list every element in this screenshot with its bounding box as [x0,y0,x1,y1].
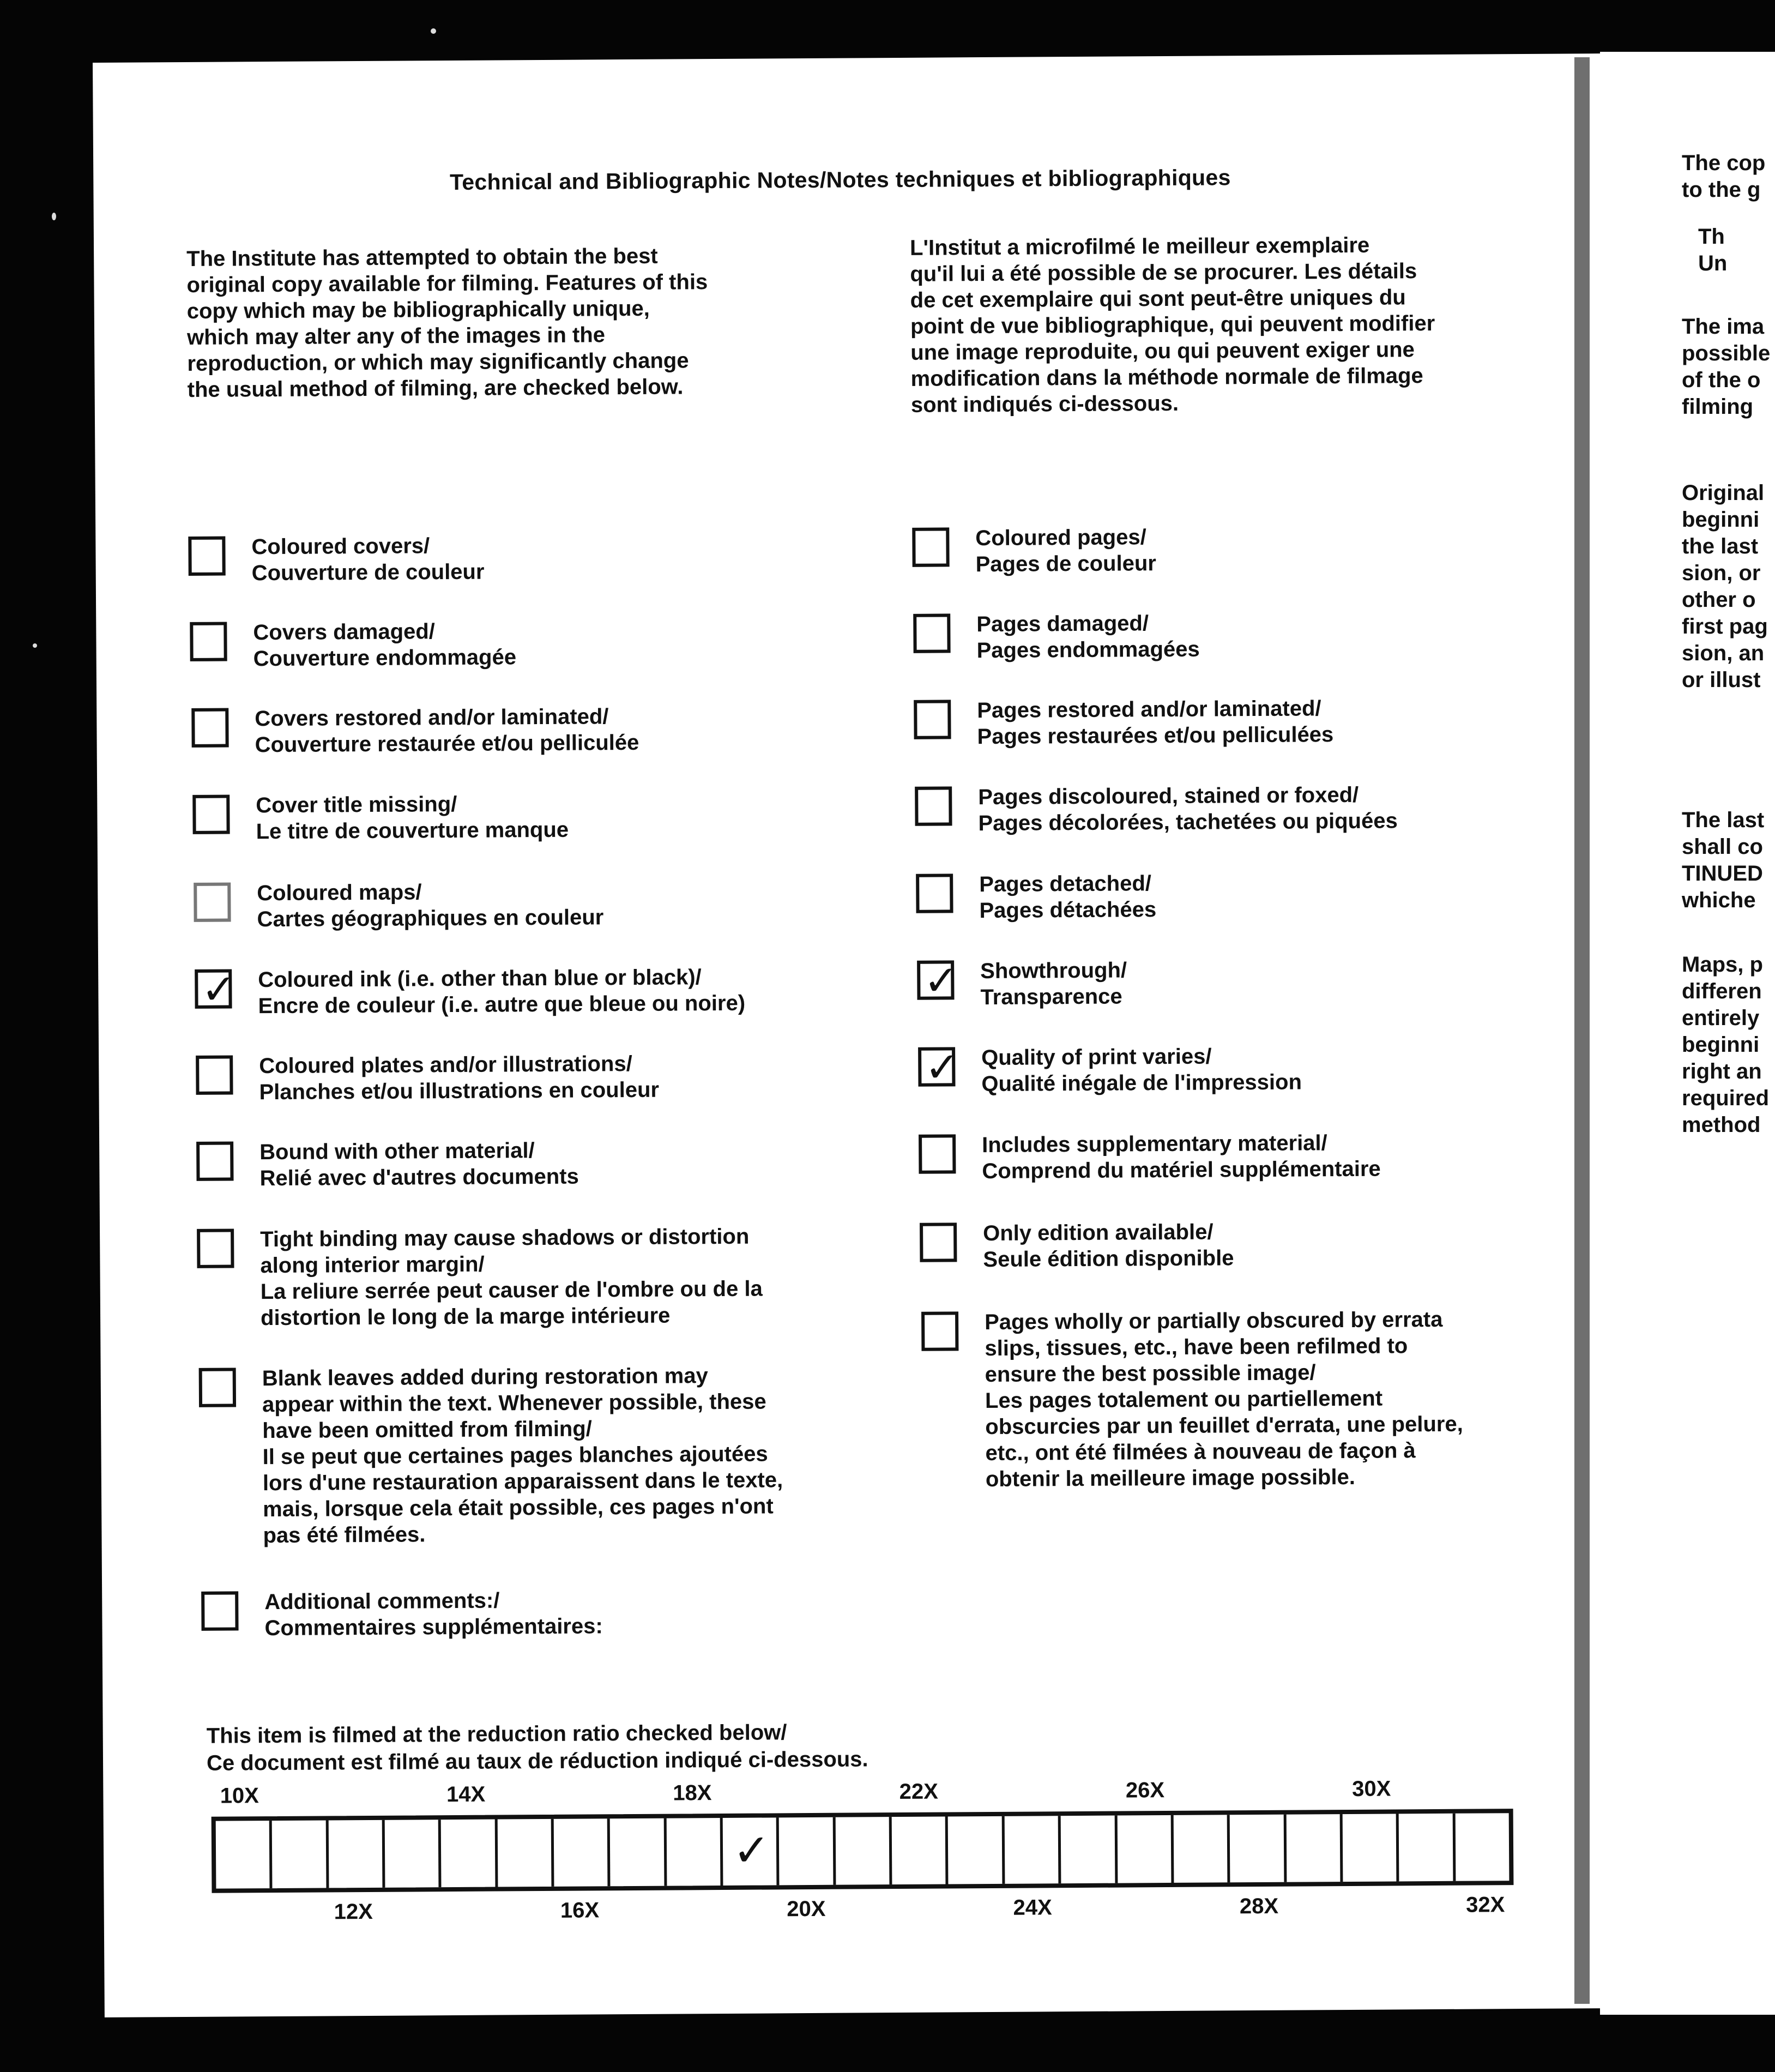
checklist-label-line: Planches et/ou illustrations en couleur [259,1077,660,1105]
checkbox[interactable] [914,700,951,739]
checklist-label [259,1051,659,1105]
ratio-caption-fr: Ce document est filmé au taux de réduction indiqué ci-dessous. [206,1747,868,1775]
adjacent-text-line: shall co [1682,835,1763,859]
checklist-label-line: Cover title missing/ [256,792,457,818]
checklist-label [977,695,1333,750]
checklist-label-line: Le titre de couverture manque [256,817,569,844]
checklist-label-line: Pages detached/ [979,871,1152,897]
checklist-label [976,610,1200,664]
ratio-cell[interactable] [1061,1816,1118,1884]
checklist-label-line: distortion le long de la marge intérieure [260,1303,671,1330]
checkbox[interactable] [195,966,237,1013]
adjacent-text-line: sion, or [1682,561,1761,585]
checklist-label-line: Bound with other material/ [259,1139,535,1165]
checklist-label-line: Coloured plates and/or illustrations/ [259,1051,632,1079]
ratio-label-top: 30X [1352,1776,1391,1801]
ratio-cell[interactable] [948,1816,1005,1884]
adjacent-text-line: right an [1682,1059,1762,1083]
checklist-label-line: Pages endommagées [976,637,1200,663]
ratio-cell[interactable] [554,1818,611,1887]
checklist-label-line: Les pages totalement ou partiellement [985,1386,1383,1413]
checklist-label-line: Pages détachées [979,898,1157,923]
adjacent-text-line: Maps, p [1682,953,1763,977]
checkbox[interactable] [919,1134,956,1173]
checklist-label [262,1362,783,1549]
reduction-ratio-caption [207,1718,868,1776]
adjacent-text-line: whiche [1682,888,1756,912]
adjacent-text-line: Th [1698,225,1725,249]
intro-line: copy which may be bibliographically unique, [186,296,650,323]
checklist-label-line: Il se peut que certaines pages blanches ajoutées [262,1442,768,1469]
checklist-label [978,781,1398,836]
checkbox[interactable] [197,1228,234,1268]
checklist-label [985,1306,1463,1492]
intro-line: L'Institut a microfilmé le meilleur exemplaire [909,233,1370,260]
page-title: Technical and Bibliographic Notes/Notes techniques et bibliographiques [449,165,1231,195]
adjacent-para-3 [1682,314,1770,420]
adjacent-text-line: possible [1682,341,1771,365]
checklist-label-line: Couverture de couleur [251,559,485,586]
ratio-cell[interactable] [1117,1815,1174,1883]
adjacent-text-line: sion, an [1682,641,1765,665]
checklist-label-line: Pages décolorées, tachetées ou piquées [978,809,1398,836]
ratio-cell[interactable] [666,1818,723,1886]
adjacent-text-line: method [1682,1113,1761,1137]
adjacent-text-line: The cop [1682,151,1766,175]
adjacent-text-line: Original [1682,481,1765,505]
checklist-label-line: mais, lorsque cela était possible, ces pages n'ont [263,1494,774,1522]
checkbox[interactable] [920,1222,957,1262]
dust-speck [431,28,436,34]
notes-page [93,53,1620,2017]
checklist-label-line: Showthrough/ [980,958,1127,984]
checklist-label-line: Encre de couleur (i.e. autre que bleue ou noire) [258,991,746,1019]
adjacent-text-line: filming [1682,395,1754,419]
checklist-label-line: Comprend du matériel supplémentaire [982,1157,1381,1184]
checklist-label-line: Covers restored and/or laminated/ [255,704,609,731]
checklist-label-line: Blank leaves added during restoration may [262,1364,708,1391]
checklist-label [981,1043,1302,1097]
checklist-label-line: Pages de couleur [975,551,1157,577]
ratio-label-top: 26X [1125,1778,1165,1803]
checklist-label-line: La reliure serrée peut causer de l'ombre ou de la [260,1276,763,1304]
checklist-label [260,1224,763,1332]
checkbox[interactable] [913,613,950,653]
checkbox[interactable] [190,622,227,661]
ratio-cell[interactable] [328,1820,385,1888]
adjacent-text-line: differen [1682,979,1762,1003]
ratio-cell[interactable] [216,1821,273,1889]
checklist-label [264,1587,603,1641]
intro-english [186,243,708,403]
checklist-label-line: Coloured ink (i.e. other than blue or black)/ [258,965,702,992]
intro-line: reproduction, or which may significantly change [187,348,689,376]
intro-line: The Institute has attempted to obtain the best [186,244,658,271]
adjacent-para-1 [1682,150,1765,203]
checkmark-icon: ✓ [732,1826,771,1876]
ratio-label-bottom: 28X [1239,1894,1279,1919]
checkbox[interactable] [196,1055,233,1094]
checklist-label-line: Couverture restaurée et/ou pelliculée [255,730,639,757]
dust-speck [33,643,37,648]
dust-speck [52,213,56,220]
ratio-cell[interactable] [835,1817,892,1885]
checkbox[interactable] [917,957,959,1004]
checkbox[interactable] [199,1368,236,1407]
checklist-label-line: along interior margin/ [260,1252,485,1278]
ratio-cell[interactable] [1286,1814,1343,1882]
adjacent-text-line: first pag [1682,615,1768,639]
ratio-cell[interactable] [385,1820,442,1888]
checkbox[interactable] [191,708,228,747]
checklist-label-line: Coloured maps/ [257,880,422,906]
checklist-label [979,870,1156,924]
ratio-label-top: 10X [220,1784,259,1808]
adjacent-text-line: TINUED [1682,862,1763,886]
checklist-label [259,1137,579,1192]
intro-line: qu'il lui a été possible de se procurer. Les détails [910,259,1417,286]
page-edge-shadow [1574,57,1590,2004]
adjacent-text-line: the last [1682,534,1759,558]
checklist-label-line: Transparence [980,984,1122,1010]
ratio-caption-en: This item is filmed at the reduction ratio checked below/ [206,1720,787,1748]
checkmark-icon: ✓ [201,966,237,1013]
checklist-label-line: Cartes géographiques en couleur [257,905,604,932]
adjacent-text-line: other o [1682,588,1756,612]
checklist-label-line: ensure the best possible image/ [985,1360,1316,1387]
checkbox[interactable] [921,1311,958,1351]
checklist-label [255,703,639,758]
checklist-label-line: Includes supplementary material/ [982,1131,1327,1158]
checklist-label-line: Coloured covers/ [251,534,430,559]
checklist-label-line: Seule édition disponible [983,1246,1234,1272]
ratio-label-bottom: 20X [787,1896,826,1922]
intro-line: de cet exemplaire qui sont peut-être uniques du [910,285,1406,312]
checklist-label-line: Pages damaged/ [976,611,1149,637]
adjacent-text-line: The last [1682,808,1765,832]
checklist-label [975,524,1156,577]
intro-line: modification dans la méthode normale de filmage [910,364,1423,391]
checklist-label-line: Qualité inégale de l'impression [981,1070,1302,1097]
intro-line: sont indiqués ci-dessous. [910,391,1179,417]
checklist-label-line: Covers damaged/ [253,619,435,645]
checklist-label [982,1130,1381,1184]
checklist-label-line: etc., ont été filmées à nouveau de façon à [985,1438,1416,1466]
checklist-label-line: Pages restaurées et/ou pelliculées [977,722,1334,749]
ratio-label-top: 18X [673,1781,712,1805]
checklist-label [980,957,1127,1010]
checklist-label [983,1219,1234,1273]
intro-line: point de vue bibliographique, qui peuvent modifier [910,311,1435,339]
checkbox[interactable] [912,527,949,567]
adjacent-text-line: beginni [1682,508,1760,532]
ratio-label-bottom: 16X [560,1898,600,1923]
checklist-label-line: Coloured pages/ [975,525,1146,551]
adjacent-para-5 [1682,807,1764,914]
ratio-label-top: 22X [899,1779,938,1804]
ratio-label-bottom: 24X [1013,1895,1052,1920]
checkbox[interactable] [194,882,231,921]
ratio-cell[interactable] [723,1817,780,1886]
checkbox[interactable] [192,794,230,834]
adjacent-text-line: to the g [1682,178,1761,202]
adjacent-para-4 [1682,480,1768,694]
ratio-cell[interactable] [497,1819,554,1887]
intro-line: original copy available for filming. Features of this [186,270,708,297]
checklist-label-line: Quality of print varies/ [981,1044,1212,1070]
intro-french [910,232,1435,418]
checklist-label-line: Couverture endommagée [253,645,517,671]
intro-line: the usual method of filming, are checked below. [187,375,684,402]
adjacent-para-6 [1682,951,1769,1139]
checkbox[interactable] [201,1591,238,1630]
checklist-label-line: have been omitted from filming/ [262,1417,592,1443]
ratio-cell[interactable] [441,1820,498,1888]
checklist-label [251,533,484,587]
ratio-cell[interactable] [1174,1815,1230,1883]
checklist-label [258,964,745,1019]
adjacent-text-line: required [1682,1086,1770,1110]
checkbox[interactable] [915,786,952,826]
checkmark-icon: ✓ [925,1044,960,1091]
adjacent-text-line: or illust [1682,668,1761,692]
ratio-cell[interactable] [1343,1814,1399,1882]
adjacent-text-line: of the o [1682,368,1761,392]
adjacent-text-line: entirely [1682,1006,1760,1030]
adjacent-text-line: The ima [1682,315,1765,339]
checklist-label-line: Pages wholly or partially obscured by errata [985,1307,1443,1335]
checklist-label-line: Relié avec d'autres documents [259,1164,579,1191]
intro-line: une image reproduite, ou qui peuvent exiger une [910,338,1415,365]
checkbox[interactable] [916,874,953,913]
checkbox[interactable] [188,537,225,576]
ratio-label-top: 14X [446,1782,486,1807]
checklist-label-line: lors d'une restauration apparaissent dans le texte, [262,1468,783,1496]
checklist-label [257,878,603,932]
adjacent-para-2 [1698,224,1727,277]
ratio-label-bottom: 32X [1466,1893,1505,1917]
checkbox[interactable] [918,1044,960,1091]
checklist-label [253,618,516,672]
checklist-label-line: Additional comments:/ [264,1588,500,1615]
checklist-label-line: Only edition available/ [983,1220,1213,1246]
reduction-ratio-scale [212,1809,1514,1893]
adjacent-text-line: Un [1698,251,1728,275]
intro-line: which may alter any of the images in the [186,323,606,350]
ratio-cell[interactable] [272,1820,329,1888]
checkmark-icon: ✓ [923,957,959,1004]
checklist-label-line: Pages discoloured, stained or foxed/ [978,782,1359,810]
checklist-label-line: Commentaires supplémentaires: [264,1614,603,1641]
ratio-cell[interactable] [1004,1816,1061,1884]
checklist-label-line: obscurcies par un feuillet d'errata, une pelure, [985,1412,1463,1439]
checklist-label-line: Tight binding may cause shadows or distortion [260,1224,750,1252]
checklist-label [256,791,569,845]
ratio-cell[interactable] [1455,1813,1509,1881]
adjacent-text-line: beginni [1682,1033,1760,1057]
ratio-cell[interactable] [892,1816,949,1884]
checklist-label-line: appear within the text. Whenever possible, these [262,1389,766,1417]
ratio-cell[interactable] [779,1817,836,1886]
ratio-cell[interactable] [610,1818,667,1887]
checklist-label-line: pas été filmées. [263,1522,426,1548]
checklist-label-line: slips, tissues, etc., have been refilmed to [985,1334,1408,1361]
checklist-label-line: obtenir la meilleure image possible. [985,1465,1356,1492]
checkbox[interactable] [196,1141,233,1180]
adjacent-page [1600,52,1775,2015]
ratio-label-bottom: 12X [334,1899,373,1924]
ratio-cell[interactable] [1399,1814,1456,1882]
ratio-cell[interactable] [1230,1815,1287,1883]
checklist-label-line: Pages restored and/or laminated/ [977,696,1321,723]
